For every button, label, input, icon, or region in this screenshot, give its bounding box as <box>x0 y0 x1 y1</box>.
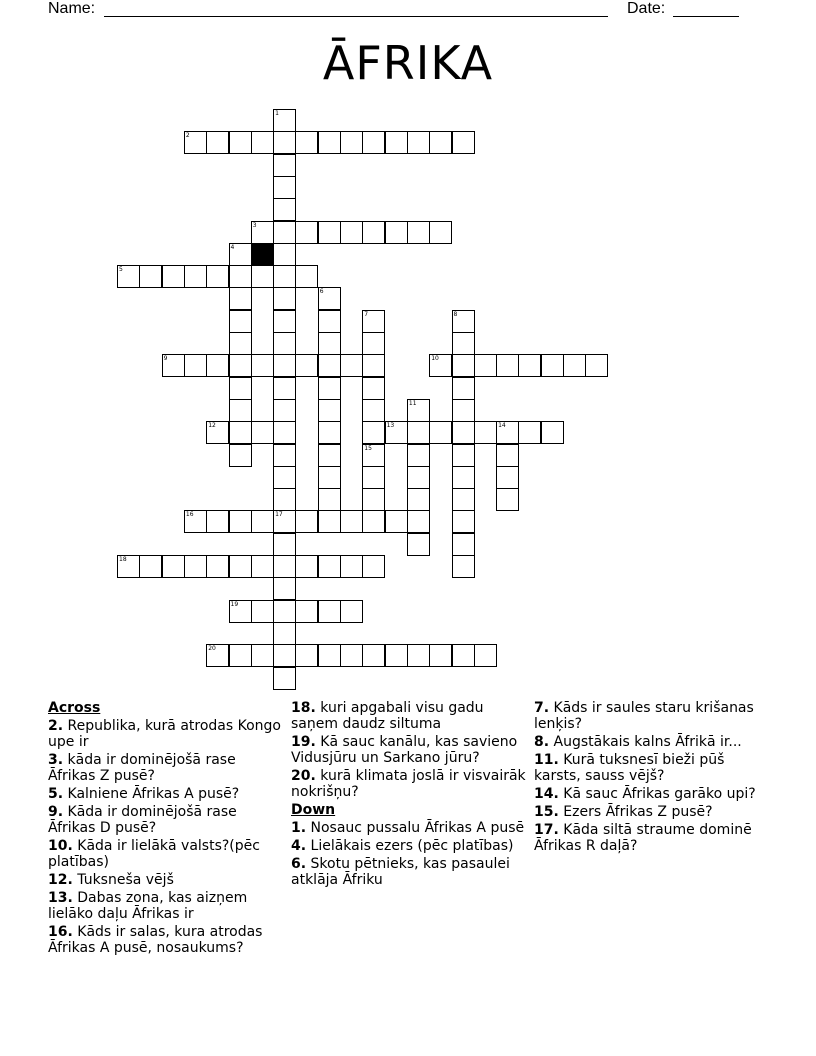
grid-cell[interactable] <box>206 131 229 154</box>
grid-cell[interactable] <box>318 444 341 467</box>
grid-cell[interactable] <box>362 399 385 422</box>
grid-cell[interactable] <box>452 377 475 400</box>
grid-cell[interactable] <box>295 354 318 377</box>
clue-number: 2 <box>185 132 190 140</box>
grid-cell[interactable] <box>318 354 341 377</box>
grid-cell[interactable] <box>273 377 296 400</box>
grid-cell[interactable] <box>340 644 363 667</box>
grid-cell[interactable] <box>474 354 497 377</box>
grid-cell[interactable] <box>318 310 341 333</box>
grid-cell[interactable] <box>496 466 519 489</box>
grid-cell[interactable] <box>251 644 274 667</box>
grid-cell[interactable] <box>184 354 207 377</box>
grid-cell[interactable] <box>340 600 363 623</box>
clue-number: 20 <box>208 645 216 653</box>
grid-cell[interactable] <box>452 421 475 444</box>
clue-down-6: 6. Skotu pētnieks, kas pasaulei atklāja Āfriku <box>291 856 510 888</box>
grid-cell[interactable] <box>273 176 296 199</box>
grid-cell[interactable] <box>362 555 385 578</box>
grid-cell[interactable] <box>273 198 296 221</box>
clue-across-3: 3. kāda ir dominējošā rase Āfrikas Z pusē? <box>48 752 236 784</box>
grid-cell[interactable] <box>318 644 341 667</box>
clue-number: 17 <box>275 511 283 519</box>
grid-cell[interactable] <box>563 354 586 377</box>
grid-cell[interactable] <box>251 221 274 244</box>
grid-cell[interactable] <box>340 510 363 533</box>
grid-cell[interactable] <box>362 466 385 489</box>
grid-cell[interactable] <box>206 510 229 533</box>
grid-cell[interactable] <box>318 332 341 355</box>
clues-column-2 <box>291 700 527 890</box>
grid-cell[interactable] <box>407 399 430 422</box>
grid-cell[interactable] <box>139 555 162 578</box>
grid-cell[interactable] <box>407 221 430 244</box>
clue-down-7: 7. Kāds ir saules staru krišanas lenķis? <box>534 700 754 732</box>
grid-cell[interactable] <box>117 555 140 578</box>
grid-cell[interactable] <box>273 109 296 132</box>
clues-column-3 <box>534 700 770 856</box>
grid-cell[interactable] <box>362 332 385 355</box>
grid-cell[interactable] <box>184 265 207 288</box>
date-label: Date: <box>627 0 666 17</box>
grid-cell[interactable] <box>229 131 252 154</box>
grid-cell[interactable] <box>273 488 296 511</box>
clue-number: 12 <box>208 422 216 430</box>
clue-across-13: 13. Dabas zona, kas aizņem lielāko daļu Āfrikas ir <box>48 890 248 922</box>
clue-down-1: 1. Nosauc pussalu Āfrikas A pusē <box>291 820 525 836</box>
grid-cell[interactable] <box>452 510 475 533</box>
down-heading: Down <box>291 802 336 818</box>
clue-down-15: 15. Ezers Āfrikas Z pusē? <box>534 804 713 820</box>
grid-cell[interactable] <box>117 265 140 288</box>
grid-cell[interactable] <box>229 510 252 533</box>
clue-across-20: 20. kurā klimata joslā ir visvairāk nokrišņu? <box>291 768 526 800</box>
grid-cell[interactable] <box>474 644 497 667</box>
grid-cell[interactable] <box>229 287 252 310</box>
clue-number: 10 <box>431 355 439 363</box>
grid-cell[interactable] <box>139 265 162 288</box>
grid-cell[interactable] <box>229 600 252 623</box>
grid-cell[interactable] <box>318 287 341 310</box>
grid-cell[interactable] <box>407 444 430 467</box>
clue-across-10: 10. Kāda ir lielākā valsts?(pēc platības) <box>48 838 260 870</box>
clue-down-11: 11. Kurā tuksnesī bieži pūš karsts, sauss vējš? <box>534 752 725 784</box>
grid-cell[interactable] <box>340 354 363 377</box>
grid-cell[interactable] <box>318 399 341 422</box>
clue-number: 14 <box>498 422 506 430</box>
grid-cell[interactable] <box>162 354 185 377</box>
grid-cell[interactable] <box>429 221 452 244</box>
grid-cell[interactable] <box>273 466 296 489</box>
clues-column-1 <box>48 700 284 958</box>
grid-cell[interactable] <box>273 399 296 422</box>
grid-cell[interactable] <box>452 354 475 377</box>
grid-cell[interactable] <box>541 421 564 444</box>
clue-number: 5 <box>119 266 123 274</box>
grid-cell[interactable] <box>273 265 296 288</box>
grid-cell[interactable] <box>229 555 252 578</box>
grid-cell[interactable] <box>407 533 430 556</box>
grid-cell[interactable] <box>273 533 296 556</box>
grid-cell[interactable] <box>496 488 519 511</box>
grid-cell[interactable] <box>251 421 274 444</box>
grid-cell[interactable] <box>340 131 363 154</box>
clue-number: 11 <box>408 399 417 407</box>
grid-cell[interactable] <box>273 622 296 645</box>
grid-cell[interactable] <box>452 533 475 556</box>
grid-cell[interactable] <box>318 466 341 489</box>
grid-cell[interactable] <box>229 310 252 333</box>
grid-cell[interactable] <box>295 644 318 667</box>
grid-cell[interactable] <box>229 644 252 667</box>
grid-cell[interactable] <box>184 555 207 578</box>
grid-cell[interactable] <box>273 287 296 310</box>
grid-cell[interactable] <box>496 354 519 377</box>
grid-cell[interactable] <box>318 600 341 623</box>
clue-number: 4 <box>230 243 235 251</box>
grid-cell[interactable] <box>273 577 296 600</box>
grid-cell[interactable] <box>206 555 229 578</box>
grid-cell[interactable] <box>452 444 475 467</box>
grid-cell[interactable] <box>273 667 296 690</box>
clue-across-5: 5. Kalniene Āfrikas A pusē? <box>48 786 240 802</box>
grid-cell[interactable] <box>452 310 475 333</box>
grid-cell[interactable] <box>362 444 385 467</box>
grid-cell[interactable] <box>474 421 497 444</box>
grid-cell[interactable] <box>407 510 430 533</box>
grid-cell[interactable] <box>452 131 475 154</box>
clue-number: 6 <box>319 288 324 296</box>
grid-cell[interactable] <box>318 421 341 444</box>
grid-cell[interactable] <box>385 421 408 444</box>
grid-cell[interactable] <box>452 466 475 489</box>
grid-cell[interactable] <box>184 131 207 154</box>
grid-cell[interactable] <box>229 354 252 377</box>
grid-cell[interactable] <box>273 421 296 444</box>
grid-cell[interactable] <box>273 332 296 355</box>
grid-cell[interactable] <box>273 243 296 266</box>
grid-cell[interactable] <box>429 354 452 377</box>
clue-down-4: 4. Lielākais ezers (pēc platības) <box>291 838 514 854</box>
grid-cell[interactable] <box>295 555 318 578</box>
grid-cell[interactable] <box>362 131 385 154</box>
grid-cell[interactable] <box>362 644 385 667</box>
grid-cell[interactable] <box>585 354 608 377</box>
grid-cell[interactable] <box>362 221 385 244</box>
grid-cell[interactable] <box>295 600 318 623</box>
grid-cell[interactable] <box>362 488 385 511</box>
grid-cell[interactable] <box>407 488 430 511</box>
grid-cell[interactable] <box>206 421 229 444</box>
grid-cell[interactable] <box>251 600 274 623</box>
clue-number: 16 <box>185 511 194 519</box>
grid-cell[interactable] <box>229 377 252 400</box>
grid-cell[interactable] <box>229 332 252 355</box>
clue-across-19: 19. Kā sauc kanālu, kas savieno Vidusjūru un Sarkano jūru? <box>291 734 518 766</box>
grid-cell[interactable] <box>407 131 430 154</box>
grid-cell[interactable] <box>318 221 341 244</box>
grid-cell[interactable] <box>541 354 564 377</box>
grid-cell[interactable] <box>229 444 252 467</box>
grid-cell[interactable] <box>318 377 341 400</box>
grid-cell[interactable] <box>318 555 341 578</box>
clue-across-2: 2. Republika, kurā atrodas Kongo upe ir <box>48 718 281 750</box>
grid-cell[interactable] <box>362 354 385 377</box>
grid-cell[interactable] <box>429 421 452 444</box>
clue-number: 19 <box>230 600 239 608</box>
clue-number: 1 <box>275 110 279 117</box>
grid-cell[interactable] <box>452 555 475 578</box>
grid-cell[interactable] <box>362 310 385 333</box>
grid-cell[interactable] <box>385 510 408 533</box>
clue-number: 15 <box>364 444 372 452</box>
clue-across-9: 9. Kāda ir dominējošā rase Āfrikas D pusē? <box>48 804 237 836</box>
clue-across-12: 12. Tuksneša vējš <box>48 872 174 888</box>
clue-number: 9 <box>163 355 168 363</box>
grid-cell[interactable] <box>452 488 475 511</box>
grid-cell[interactable] <box>273 131 296 154</box>
grid-cell[interactable] <box>496 421 519 444</box>
grid-cell[interactable] <box>362 377 385 400</box>
grid-cell[interactable] <box>407 466 430 489</box>
grid-cell[interactable] <box>273 510 296 533</box>
grid-cell[interactable] <box>318 510 341 533</box>
grid-cell[interactable] <box>229 399 252 422</box>
page-title: ĀFRIKA <box>322 36 494 90</box>
grid-cell[interactable] <box>496 444 519 467</box>
grid-cell[interactable] <box>162 265 185 288</box>
grid-cell[interactable] <box>518 421 541 444</box>
grid-cell[interactable] <box>295 221 318 244</box>
grid-cell[interactable] <box>429 644 452 667</box>
clue-down-17: 17. Kāda siltā straume dominē Āfrikas R daļā? <box>534 822 752 854</box>
grid-cell[interactable] <box>251 265 274 288</box>
grid-cell[interactable] <box>362 421 385 444</box>
grid-cell[interactable] <box>407 421 430 444</box>
clue-across-16: 16. Kāds ir salas, kura atrodas Āfrikas A pusē, nosaukums? <box>48 924 263 956</box>
grid-cell[interactable] <box>340 555 363 578</box>
grid-cell[interactable] <box>385 644 408 667</box>
grid-cell[interactable] <box>273 154 296 177</box>
grid-cell[interactable] <box>206 265 229 288</box>
grid-cell[interactable] <box>229 243 252 266</box>
grid-cell[interactable] <box>273 310 296 333</box>
grid-cell[interactable] <box>452 332 475 355</box>
grid-cell[interactable] <box>184 510 207 533</box>
grid-cell[interactable] <box>273 444 296 467</box>
grid-cell[interactable] <box>273 644 296 667</box>
grid-cell[interactable] <box>318 488 341 511</box>
clue-down-14: 14. Kā sauc Āfrikas garāko upi? <box>534 786 756 802</box>
grid-cell[interactable] <box>429 131 452 154</box>
grid-cell[interactable] <box>295 131 318 154</box>
grid-cell[interactable] <box>229 265 252 288</box>
clue-down-8: 8. Augstākais kalns Āfrikā ir... <box>534 734 742 750</box>
grid-cell[interactable] <box>251 510 274 533</box>
grid-cell[interactable] <box>273 354 296 377</box>
grid-cell[interactable] <box>206 354 229 377</box>
grid-cell[interactable] <box>273 600 296 623</box>
grid-cell[interactable] <box>518 354 541 377</box>
name-label: Name: <box>48 0 96 17</box>
grid-cell[interactable] <box>251 354 274 377</box>
grid-cell[interactable] <box>251 555 274 578</box>
grid-cell[interactable] <box>295 510 318 533</box>
grid-cell[interactable] <box>452 399 475 422</box>
grid-cell[interactable] <box>162 555 185 578</box>
clue-number: 3 <box>252 221 257 229</box>
grid-cell[interactable] <box>407 644 430 667</box>
clue-number: 7 <box>364 310 369 318</box>
grid-cell[interactable] <box>385 221 408 244</box>
grid-cell[interactable] <box>251 131 274 154</box>
grid-cell[interactable] <box>452 644 475 667</box>
clue-across-18: 18. kuri apgabali visu gadu saņem daudz siltuma <box>291 700 484 732</box>
grid-cell[interactable] <box>362 510 385 533</box>
grid-cell[interactable] <box>340 221 363 244</box>
clue-number: 13 <box>386 422 395 430</box>
black-square <box>251 243 274 266</box>
across-heading: Across <box>48 700 101 716</box>
grid-cell[interactable] <box>273 555 296 578</box>
grid-cell[interactable] <box>385 131 408 154</box>
clue-number: 18 <box>119 556 127 563</box>
grid-cell[interactable] <box>273 221 296 244</box>
grid-cell[interactable] <box>206 644 229 667</box>
grid-cell[interactable] <box>295 265 318 288</box>
grid-cell[interactable] <box>229 421 252 444</box>
clue-number: 8 <box>453 310 458 318</box>
grid-cell[interactable] <box>318 131 341 154</box>
